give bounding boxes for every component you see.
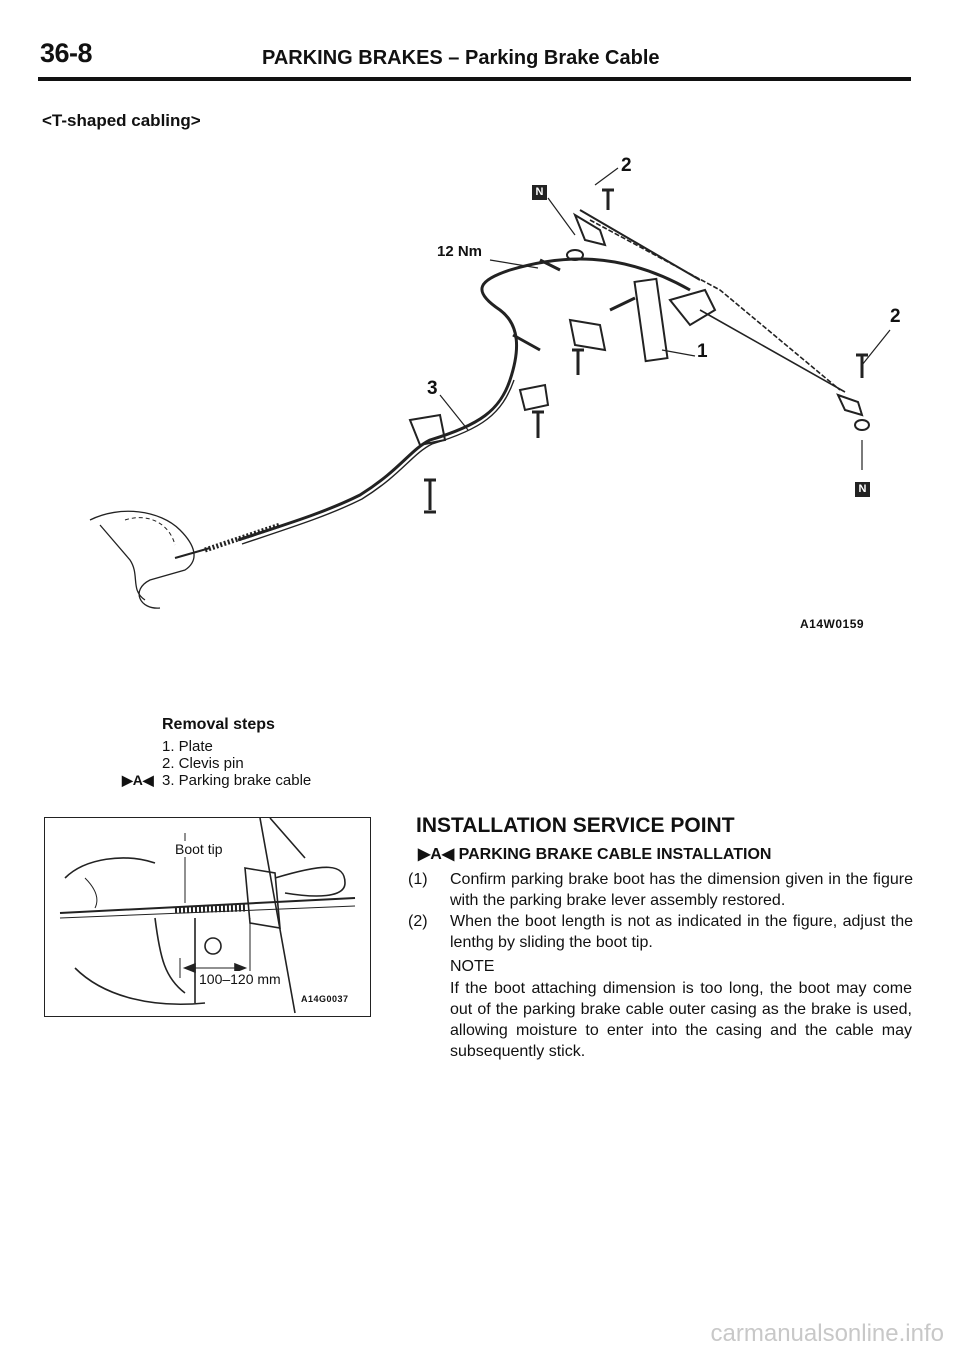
n-badge-top: N bbox=[532, 185, 547, 200]
item-number: (2) bbox=[408, 913, 428, 930]
removal-step bbox=[122, 738, 311, 755]
section-title: PARKING BRAKES – Parking Brake Cable bbox=[262, 47, 660, 69]
page-number: 36-8 bbox=[40, 38, 93, 68]
cable-outer-casing bbox=[238, 259, 690, 540]
lever-assembly-sketch bbox=[90, 511, 194, 608]
plate bbox=[635, 279, 668, 361]
watermark: carmanualsonline.info bbox=[710, 1320, 944, 1347]
main-figure-id: A14W0159 bbox=[800, 617, 865, 631]
removal-step-text: 2. Clevis pin bbox=[162, 755, 244, 772]
note-text: If the boot attaching dimension is too long, the boot may come out of the parking brake cable outer casing as the brake is used, allowing moisture to enter into the casing and the cable may subsequently stick. bbox=[450, 980, 912, 1060]
inner-cable-right bbox=[590, 220, 840, 390]
removal-steps-heading: Removal steps bbox=[162, 716, 275, 733]
callout-2-top: 2 bbox=[621, 155, 632, 176]
service-point-mark bbox=[122, 738, 162, 755]
removal-step-text: 1. Plate bbox=[162, 738, 213, 755]
service-point-mark: ▶A◀ bbox=[122, 772, 154, 788]
note-heading: NOTE bbox=[450, 958, 495, 975]
dimension-label: 100–120 mm bbox=[199, 971, 281, 987]
removal-step bbox=[122, 755, 311, 772]
inset-figure-id: A14G0037 bbox=[301, 994, 349, 1004]
removal-step bbox=[122, 772, 311, 789]
torque-label: 12 Nm bbox=[437, 243, 483, 260]
installation-subheading: ▶A◀ PARKING BRAKE CABLE INSTALLATION bbox=[418, 846, 772, 863]
header-rule bbox=[38, 77, 911, 81]
installation-heading: INSTALLATION SERVICE POINT bbox=[416, 814, 735, 837]
service-point-mark bbox=[122, 755, 162, 772]
callout-1: 1 bbox=[697, 341, 708, 362]
parking-brake-cable-diagram bbox=[0, 140, 960, 640]
boot-dimension-figure bbox=[44, 817, 371, 1017]
boot-tip-label: Boot tip bbox=[175, 841, 223, 857]
callout-2-right: 2 bbox=[890, 306, 901, 327]
n-badge-bottom: N bbox=[855, 482, 870, 497]
removal-step-text: 3. Parking brake cable bbox=[162, 772, 312, 789]
callout-3: 3 bbox=[427, 378, 438, 399]
figure-subtitle: <T-shaped cabling> bbox=[42, 111, 201, 130]
item-text: When the boot length is not as indicated in the figure, adjust the lenthg by sliding the boot tip. bbox=[450, 913, 913, 951]
instruction-item bbox=[408, 911, 913, 953]
removal-steps-list bbox=[122, 738, 311, 789]
item-number: (1) bbox=[408, 871, 428, 888]
item-text: Confirm parking brake boot has the dimension given in the figure with the parking brake lever assembly restored. bbox=[450, 871, 913, 909]
instruction-item bbox=[408, 869, 913, 911]
